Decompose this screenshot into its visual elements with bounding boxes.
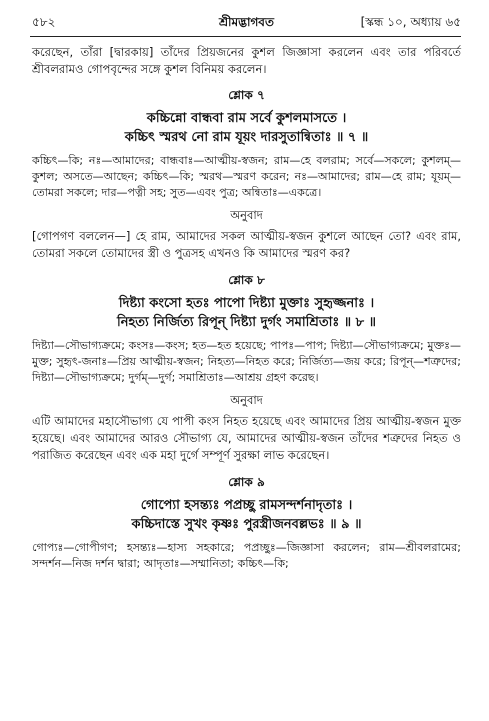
verse-8-line-1: দিষ্ট্যা কংসো হতঃ পাপো দিষ্ট্যা মুক্তাঃ সুহৃজ্জনাঃ ।	[118, 296, 375, 311]
verse-8-translation-label: অনুবাদ	[230, 393, 263, 407]
verse-7-translation-label: অনুবাদ	[230, 208, 263, 222]
verse-8-line-2: নিহত্য নির্জিত্য রিপূন্ দিষ্ট্যা দুর্গং সমাশ্রিতাঃ ॥ ৮ ॥	[116, 315, 377, 330]
verse-7-line-1: কচ্চিন্নো বান্ধবা রাম সর্বে কুশলমাসতে ।	[146, 111, 347, 126]
intro-paragraph: করেছেন, তাঁরা [দ্বারকায়] তাঁদের প্রিয়জনের কুশল জিজ্ঞাসা করলেন এবং তার পরিবর্তে শ্রীবলরামও গোপবৃন্দের সঙ্গে কুশল বিনিময় করলেন।	[32, 45, 461, 76]
verse-9-heading: শ্লোক ৯	[228, 475, 265, 489]
header-divider	[30, 36, 461, 37]
page-number: ৫৮২	[32, 15, 56, 29]
page-header	[32, 14, 461, 34]
verse-7-translation: [গোপগণ বললেন—] হে রাম, আমাদের সকল আত্মীয়-স্বজন কুশলে আছেন তো? এবং রাম, তোমরা সকলে তোমাদের স্ত্রী ও পুত্রসহ এখনও কি আমাদের স্মরণ কর?	[32, 229, 461, 260]
verse-8-synonyms: দিষ্ট্যা—সৌভাগ্যক্রমে; কংসঃ—কংস; হত—হত হয়েছে; পাপঃ—পাপ; দিষ্ট্যা—সৌভাগ্যক্রমে; মুক্তঃ—মুক্ত; সুহৃৎ-জনাঃ—প্রিয় আত্মীয়-স্বজন; নিহত্য—নিহত করে; নির্জিত্য—জয় করে; রিপূন্—শত্রুদের; দিষ্ট্যা—সৌভাগ্যক্রমে; দুর্গম্—দুর্গ; সমাশ্রিতাঃ—আশ্রয় গ্রহণ করেছ।	[32, 339, 461, 384]
verse-9-synonyms: গোপ্যঃ—গোপীগণ; হসন্ত্যঃ—হাস্য সহকারে; পপ্রচ্ছুঃ—জিজ্ঞাসা করলেন; রাম—শ্রীবলরামের; সন্দর্শন—নিজ দর্শন দ্বারা; আদৃতাঃ—সম্মানিতা; কচ্চিৎ—কি;	[32, 541, 461, 570]
verse-9-line-1: গোপ্যো হসন্ত্যঃ পপ্রচ্ছু রামসন্দর্শনাদৃতাঃ ।	[140, 498, 353, 513]
verse-8-heading: শ্লোক ৮	[228, 273, 265, 287]
verse-7-synonyms: কচ্চিৎ—কি; নঃ—আমাদের; বান্ধবাঃ—আত্মীয়-স্বজন; রাম—হে বলরাম; সর্বে—সকলে; কুশলম্—কুশল; অসতে—আছেন; কচ্চিৎ—কি; স্মরথ—স্মরণ করেন; নঃ—আমাদের; রাম—হে রাম; যূয়ম্—তোমরা সকলে; দার—পত্নী সহ; সুত—এবং পুত্র; অন্বিতাঃ—একত্রে।	[32, 154, 461, 199]
verse-8-translation: এটি আমাদের মহাসৌভাগ্য যে পাপী কংস নিহত হয়েছে এবং আমাদের প্রিয় আত্মীয়-স্বজন মুক্ত হয়েছে। এবং আমাদের আরও সৌভাগ্য যে, আমাদের আত্মীয়-স্বজন তাঁদের শত্রুদের নিহত ও পরাজিত করেছেন এবং এক মহা দুর্গে সম্পূর্ণ সুরক্ষা লাভ করেছেন।	[32, 414, 461, 462]
verse-9-line-2: কচ্চিদাস্তে সুখং কৃষ্ণঃ পুরস্ত্রীজনবল্লভঃ ॥ ৯ ॥	[131, 517, 362, 532]
verse-7-line-2: কচ্চিৎ স্মরথ নো রাম যূয়ং দারসুতান্বিতাঃ ॥ ৭ ॥	[124, 130, 369, 145]
page-body	[32, 44, 461, 572]
book-title: শ্রীমদ্ভাগবত	[218, 15, 274, 29]
verse-7-heading: শ্লোক ৭	[228, 88, 265, 102]
canto-chapter: [স্কন্ধ ১০, অধ্যায় ৬৫	[360, 15, 461, 29]
